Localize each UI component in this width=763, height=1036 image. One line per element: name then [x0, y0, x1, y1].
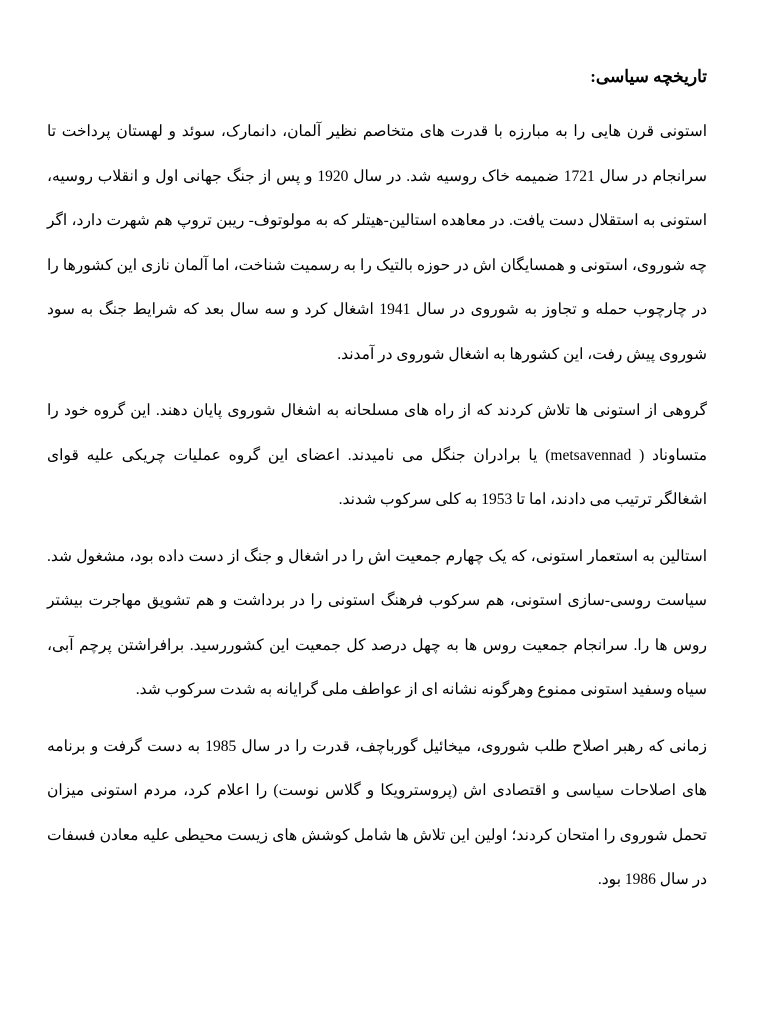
- paragraph-gorbachev-reforms: زمانی که رهبر اصلاح طلب شوروی، میخائیل گورباچف، قدرت را در سال 1985 به دست گرفت و برنامه های اصلاحات سیاسی و اقتصادی اش (پروسترویکا و گلاس نوست) را اعلام کرد، مردم استونی میزان تحمل شوروی را امتحان کردند؛ اولین این تلاش ها شامل کوشش های زیست محیطی علیه معادن فسفات در سال 1986 بود.: [47, 737, 708, 888]
- section-title: تاریخچه سیاسی:: [590, 67, 707, 86]
- paragraph-history-overview: استونی قرن هایی را به مبارزه با قدرت های متخاصم نظیر آلمان، دانمارک، سوئد و لهستان پرداخت تا سرانجام در سال 1721 ضمیمه خاک روسیه شد. در سال 1920 و پس از جنگ جهانی اول و انقلاب روسیه، استونی به استقلال دست یافت. در معاهده استالین-هیتلر که به مولوتوف- ریبن تروپ هم شهرت دارد، اگر چه شوروی، استونی و همسایگان اش در حوزه بالتیک را به رسمیت شناخت، اما آلمان نازی این کشورها را در چارچوب حمله و تجاوز به شوروی در سال 1941 اشغال کرد و سه سال بعد که شرایط جنگ به سود شوروی پیش رفت، این کشورها به اشغال شوروی در آمدند.: [47, 123, 708, 363]
- paragraph-russification: استالین به استعمار استونی، که یک چهارم جمعیت اش را در اشغال و جنگ از دست داده بود، مشغول شد. سیاست روسی-سازی استونی، هم سرکوب فرهنگ استونی را در برداشت و هم تشویق مهاجرت بیشتر روس ها را. سرانجام جمعیت روس ها به چهل درصد کل جمعیت این کشوررسید. برافراشتن پرچم آبی، سیاه وسفید استونی ممنوع وهرگونه نشانه ای از عواطف ملی گرایانه به شدت سرکوب شد.: [47, 547, 707, 698]
- document-content: [47, 62, 707, 915]
- paragraph-armed-resistance: گروهی از استونی ها تلاش کردند که از راه های مسلحانه به اشغال شوروی پایان دهند. این گروه خود را متساوناد ( metsavennad) یا برادران جنگل می نامیدند. اعضای این گروه عملیات چریکی علیه قوای اشغالگر ترتیب می دادند، اما تا 1953 به کلی سرکوب شدند.: [47, 402, 707, 508]
